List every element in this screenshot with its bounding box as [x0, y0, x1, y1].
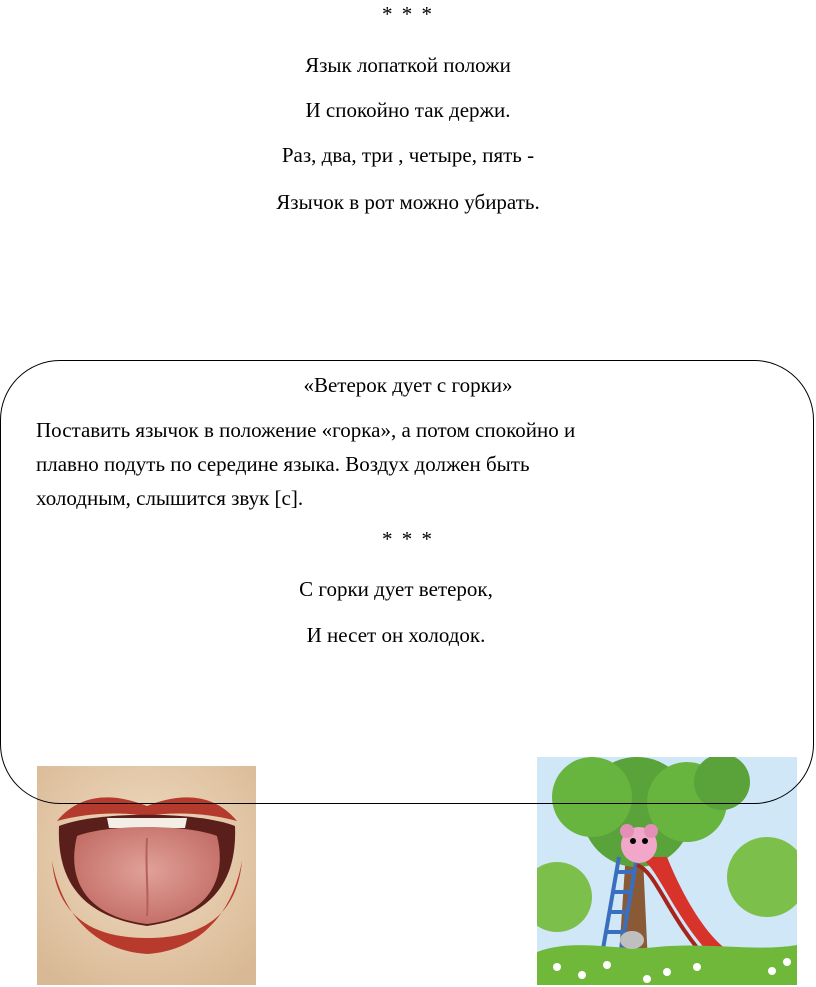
exercise-description-2: плавно подуть по середине языка. Воздух должен быть	[36, 452, 530, 476]
exercise-poem-line-1: С горки дует ветерок,	[299, 577, 493, 601]
poem-line-1: Язык лопаткой положи	[305, 53, 511, 77]
exercise-description-1: Поставить язычок в положение «горка», а потом спокойно и	[36, 418, 576, 442]
teeth	[107, 818, 187, 828]
exercise-stars: * * *	[382, 527, 434, 551]
poem-line-2: И спокойно так держи.	[305, 98, 511, 122]
exercise-poem-line-2: И несет он холодок.	[306, 623, 486, 647]
grass	[537, 945, 797, 985]
poem-line-4: Язычок в рот можно убирать.	[276, 190, 540, 214]
exercise-title: «Ветерок дует с горки»	[303, 373, 513, 397]
poem-line-3: Раз, два, три , четыре, пять -	[281, 143, 535, 167]
poem-stars: * * *	[382, 2, 434, 26]
exercise-description-3: холодным, слышится звук [с].	[36, 486, 304, 510]
